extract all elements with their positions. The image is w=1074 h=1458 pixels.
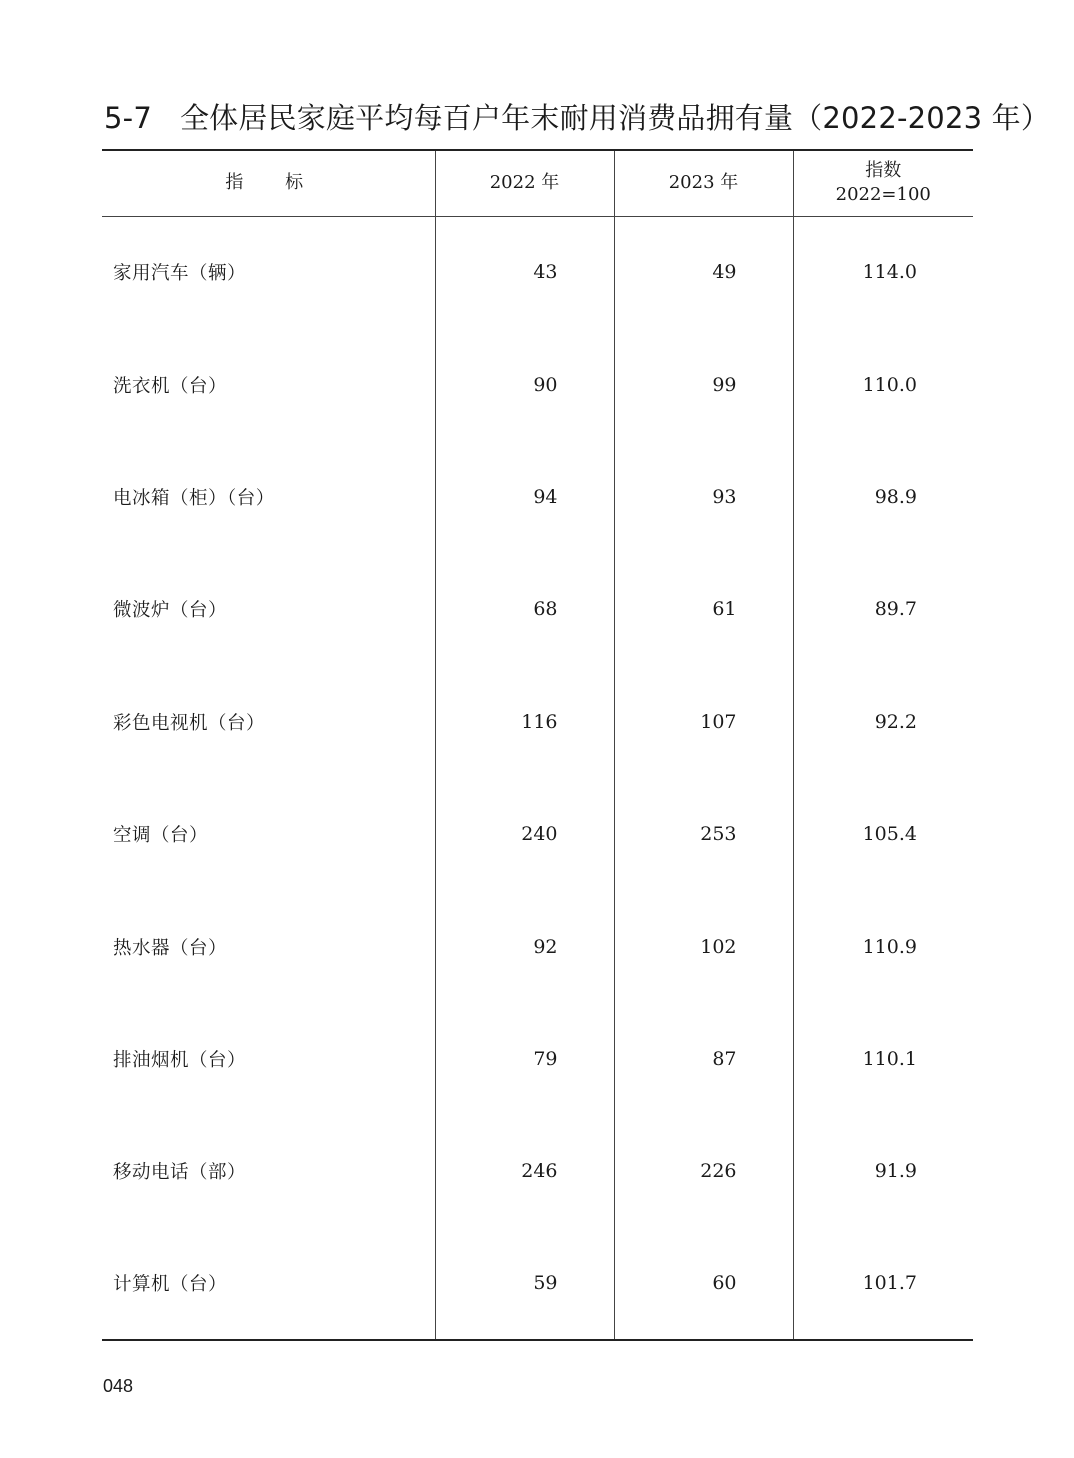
table-row — [102, 1115, 973, 1227]
row-value-2022: 90 — [435, 328, 614, 440]
row-index-value: 89.7 — [793, 553, 973, 665]
row-indicator-label: 洗衣机（台） — [113, 375, 228, 397]
row-value-2022: 59 — [435, 1228, 614, 1340]
header-index-label: 指数 — [865, 160, 902, 182]
row-index-value: 114.0 — [793, 216, 973, 328]
row-value-2022: 92 — [435, 890, 614, 1002]
table-row — [102, 890, 973, 1002]
header-year-2023: 2023 年 — [614, 150, 793, 216]
table-row — [102, 441, 973, 553]
row-index-value: 110.1 — [793, 1003, 973, 1115]
row-indicator-label: 排油烟机（台） — [113, 1049, 247, 1071]
row-value-2023: 60 — [614, 1228, 793, 1340]
row-value-2023: 61 — [614, 553, 793, 665]
page-title — [104, 96, 1050, 140]
table-row — [102, 328, 973, 440]
row-value-2022: 68 — [435, 553, 614, 665]
row-value-2023: 49 — [614, 216, 793, 328]
row-indicator-label: 移动电话（部） — [113, 1162, 247, 1184]
table-row — [102, 1228, 973, 1340]
table-row — [102, 778, 973, 890]
table-row — [102, 553, 973, 665]
row-value-2023: 102 — [614, 890, 793, 1002]
row-indicator-label: 电冰箱（柜）（台） — [113, 487, 275, 509]
row-index-value: 105.4 — [793, 778, 973, 890]
header-indicator — [102, 150, 435, 216]
table-body — [102, 216, 973, 1340]
row-indicator-label: 空调（台） — [113, 825, 209, 847]
row-index-value: 110.9 — [793, 890, 973, 1002]
row-value-2022: 240 — [435, 778, 614, 890]
row-indicator-label: 热水器（台） — [113, 937, 228, 959]
header-index — [793, 150, 973, 216]
header-index-base: 2022=100 — [835, 184, 931, 206]
row-value-2023: 93 — [614, 441, 793, 553]
table-row — [102, 1003, 973, 1115]
table-row — [102, 666, 973, 778]
row-value-2022: 246 — [435, 1115, 614, 1227]
row-value-2023: 226 — [614, 1115, 793, 1227]
table-number: 5-7 — [104, 101, 152, 135]
row-indicator-label: 计算机（台） — [102, 1228, 435, 1340]
row-value-2022: 94 — [435, 441, 614, 553]
header-year-2022: 2022 年 — [435, 150, 614, 216]
row-value-2023: 87 — [614, 1003, 793, 1115]
row-value-2022: 116 — [435, 666, 614, 778]
row-index-value: 92.2 — [793, 666, 973, 778]
row-value-2022: 43 — [435, 216, 614, 328]
row-indicator-label: 家用汽车（辆） — [113, 263, 247, 285]
row-indicator-label: 彩色电视机（台） — [113, 712, 266, 734]
row-value-2022: 79 — [435, 1003, 614, 1115]
row-index-value: 110.0 — [793, 328, 973, 440]
row-index-value: 101.7 — [793, 1228, 973, 1340]
row-value-2023: 253 — [614, 778, 793, 890]
row-index-value: 91.9 — [793, 1115, 973, 1227]
row-value-2023: 99 — [614, 328, 793, 440]
row-index-value: 98.9 — [793, 441, 973, 553]
table-row — [102, 216, 973, 328]
table-title-text: 全体居民家庭平均每百户年末耐用消费品拥有量（2022-2023 年） — [179, 101, 1051, 135]
header-row — [102, 150, 973, 216]
page-number: 048 — [103, 1376, 134, 1396]
row-indicator-label: 微波炉（台） — [113, 600, 228, 622]
durable-goods-table — [102, 149, 973, 1341]
table-header — [102, 150, 973, 216]
row-value-2023: 107 — [614, 666, 793, 778]
header-indicator-label: 指 标 — [225, 172, 322, 194]
